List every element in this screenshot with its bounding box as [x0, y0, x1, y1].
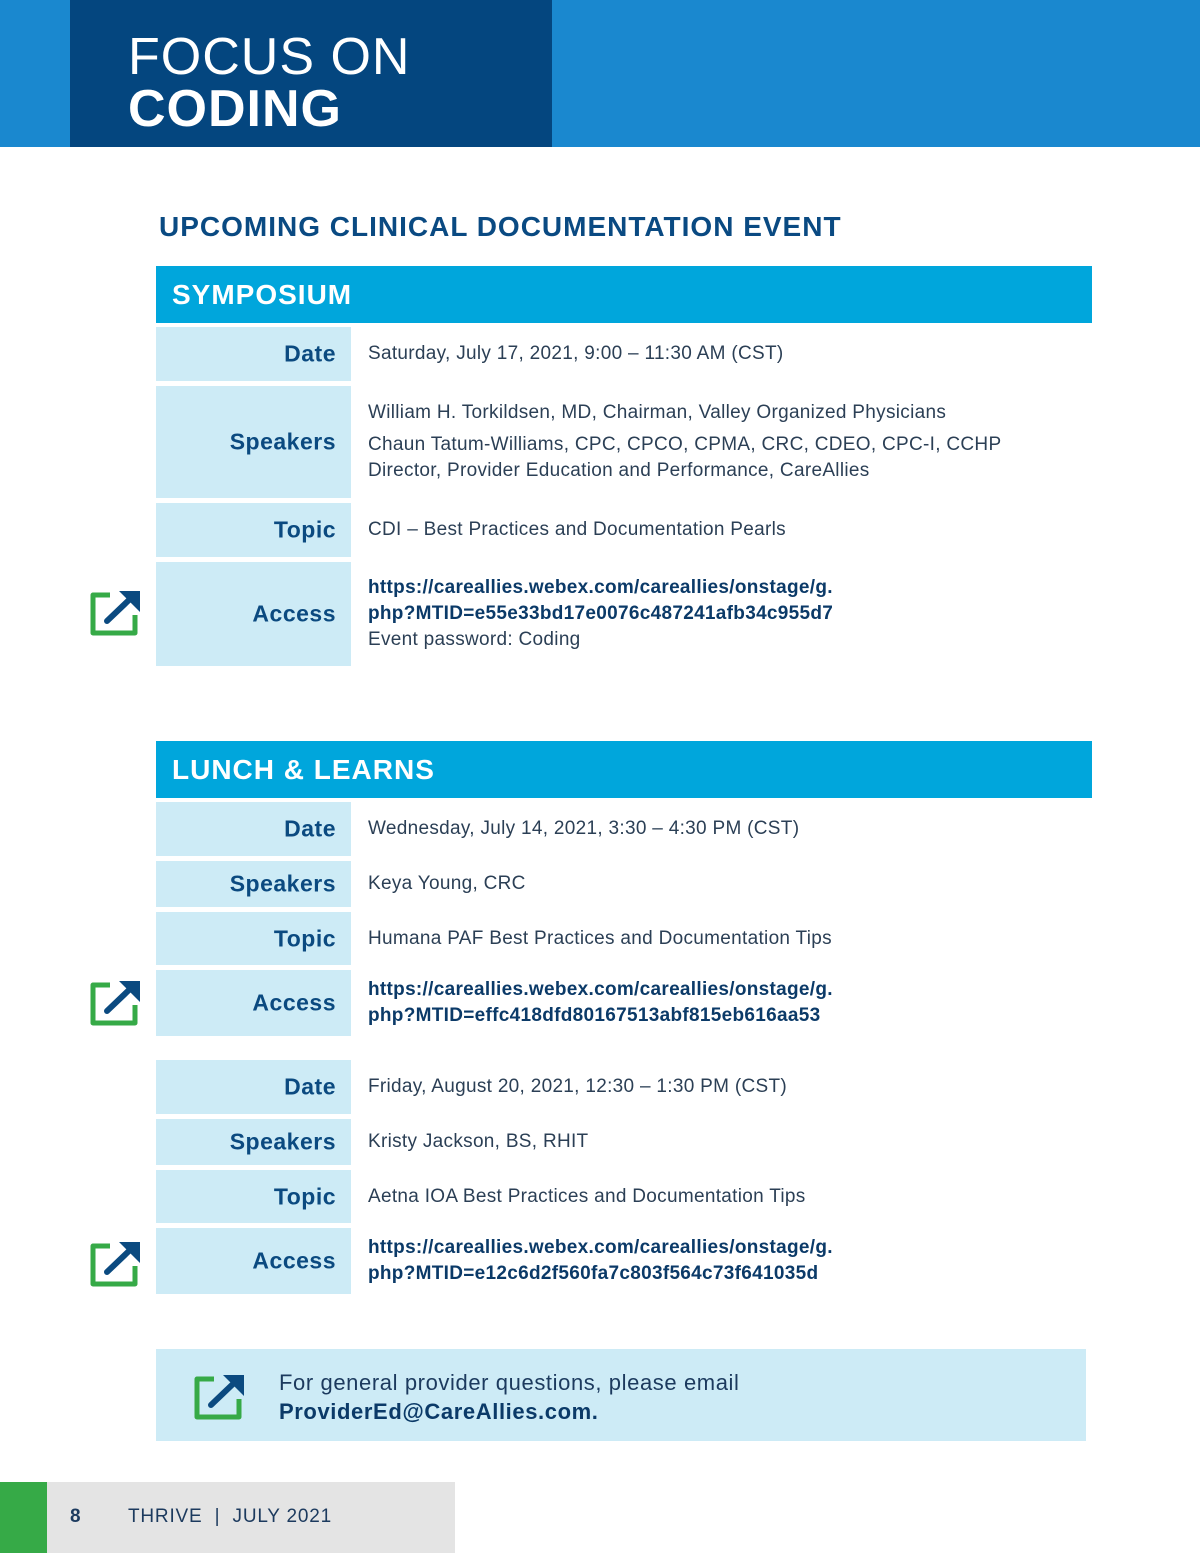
- speakers-label-cell: [156, 861, 351, 907]
- speakers-value-cell: [368, 386, 1092, 498]
- symposium-title: SYMPOSIUM: [172, 279, 353, 310]
- lunch2-topic-row: [156, 1170, 1092, 1223]
- event-password: Event password: Coding: [368, 629, 581, 650]
- access-label-cell: [156, 970, 351, 1036]
- access-label: Access: [252, 989, 336, 1016]
- access-value-cell: [368, 562, 1092, 666]
- speaker-line: Chaun Tatum-Williams, CPC, CPCO, CPMA, CRC, CDEO, CPC-I, CCHP: [368, 434, 1002, 455]
- topic-label: Topic: [273, 925, 336, 951]
- symposium-bar: [156, 266, 1092, 323]
- speakers-value-cell: [368, 1119, 1092, 1165]
- access-label: Access: [252, 600, 336, 627]
- access-label: Access: [252, 1247, 336, 1274]
- date-value-cell: [368, 1060, 1092, 1114]
- footer: [0, 1482, 455, 1553]
- date-label: Date: [284, 340, 336, 367]
- date-label: Date: [284, 1073, 336, 1100]
- symposium-access-row: [156, 562, 1092, 666]
- access-link[interactable]: https://careallies.webex.com/careallies/onstage/g. php?MTID=e12c6d2f560fa7c803f564c73f641035d: [368, 1237, 833, 1284]
- topic-value: Aetna IOA Best Practices and Documentation Tips: [368, 1185, 806, 1207]
- access-link[interactable]: https://careallies.webex.com/careallies/onstage/g. php?MTID=effc418dfd80167513abf815eb616aa53: [368, 979, 833, 1026]
- contact-text: For general provider questions, please email: [279, 1370, 740, 1395]
- page-number: 8: [70, 1506, 81, 1527]
- lunch-bar: [156, 741, 1092, 798]
- topic-value: Humana PAF Best Practices and Documentation Tips: [368, 927, 832, 949]
- date-value-cell: [368, 802, 1092, 856]
- topic-label-cell: [156, 1170, 351, 1223]
- external-link-icon[interactable]: [88, 1240, 142, 1288]
- date-value: Saturday, July 17, 2021, 9:00 – 11:30 AM (CST): [368, 343, 784, 364]
- lunch1-speakers-row: [156, 861, 1092, 907]
- external-link-icon[interactable]: [88, 979, 142, 1027]
- speakers-value: Keya Young, CRC: [368, 873, 526, 894]
- date-label-cell: [156, 802, 351, 856]
- speakers-label: Speakers: [229, 1128, 336, 1155]
- lunch-title: LUNCH & LEARNS: [172, 754, 435, 785]
- lunch2-date-row: [156, 1060, 1092, 1114]
- lunch1-topic-row: [156, 912, 1092, 965]
- lunch1-date-row: [156, 802, 1092, 856]
- topic-value-cell: [368, 1170, 1092, 1223]
- external-link-icon[interactable]: [192, 1373, 246, 1421]
- speakers-label: Speakers: [229, 870, 336, 897]
- lunch1-access-row: [156, 970, 1092, 1036]
- date-label: Date: [284, 815, 336, 842]
- speakers-value-cell: [368, 861, 1092, 907]
- date-label-cell: [156, 327, 351, 381]
- date-label-cell: [156, 1060, 351, 1114]
- speakers-label: Speakers: [229, 428, 336, 455]
- footer-accent: [0, 1482, 47, 1553]
- symposium-speakers-row: [156, 386, 1092, 498]
- lunch2-speakers-row: [156, 1119, 1092, 1165]
- topic-label: Topic: [273, 1183, 336, 1209]
- header-title-line1: FOCUS ON: [128, 28, 411, 86]
- speakers-label-cell: [156, 386, 351, 498]
- access-value-cell: [368, 970, 1092, 1036]
- topic-value-cell: [368, 912, 1092, 965]
- symposium-topic-row: [156, 503, 1092, 557]
- contact-email-link[interactable]: ProviderEd@CareAllies.com.: [279, 1399, 599, 1424]
- date-value: Wednesday, July 14, 2021, 3:30 – 4:30 PM (CST): [368, 818, 800, 839]
- speaker-line: William H. Torkildsen, MD, Chairman, Valley Organized Physicians: [368, 402, 947, 423]
- topic-value-cell: [368, 503, 1092, 557]
- header-title-line2: CODING: [128, 80, 342, 138]
- topic-label-cell: [156, 912, 351, 965]
- external-link-icon[interactable]: [88, 589, 142, 637]
- access-value-cell: [368, 1228, 1092, 1294]
- date-value-cell: [368, 327, 1092, 381]
- contact-box: [156, 1349, 1086, 1441]
- lunch2-access-row: [156, 1228, 1092, 1294]
- date-value: Friday, August 20, 2021, 12:30 – 1:30 PM (CST): [368, 1076, 787, 1097]
- topic-value: CDI – Best Practices and Documentation Pearls: [368, 519, 786, 540]
- footer-publication: THRIVE | JULY 2021: [128, 1506, 332, 1527]
- section-heading: UPCOMING CLINICAL DOCUMENTATION EVENT: [159, 211, 842, 242]
- symposium-date-row: [156, 327, 1092, 381]
- access-link[interactable]: https://careallies.webex.com/careallies/onstage/g. php?MTID=e55e33bd17e0076c487241afb34c955d7: [368, 577, 834, 624]
- topic-label-cell: [156, 503, 351, 557]
- access-label-cell: [156, 1228, 351, 1294]
- speakers-value: Kristy Jackson, BS, RHIT: [368, 1131, 589, 1152]
- speakers-label-cell: [156, 1119, 351, 1165]
- access-label-cell: [156, 562, 351, 666]
- topic-label: Topic: [273, 516, 336, 543]
- speaker-line: Director, Provider Education and Performance, CareAllies: [368, 460, 870, 481]
